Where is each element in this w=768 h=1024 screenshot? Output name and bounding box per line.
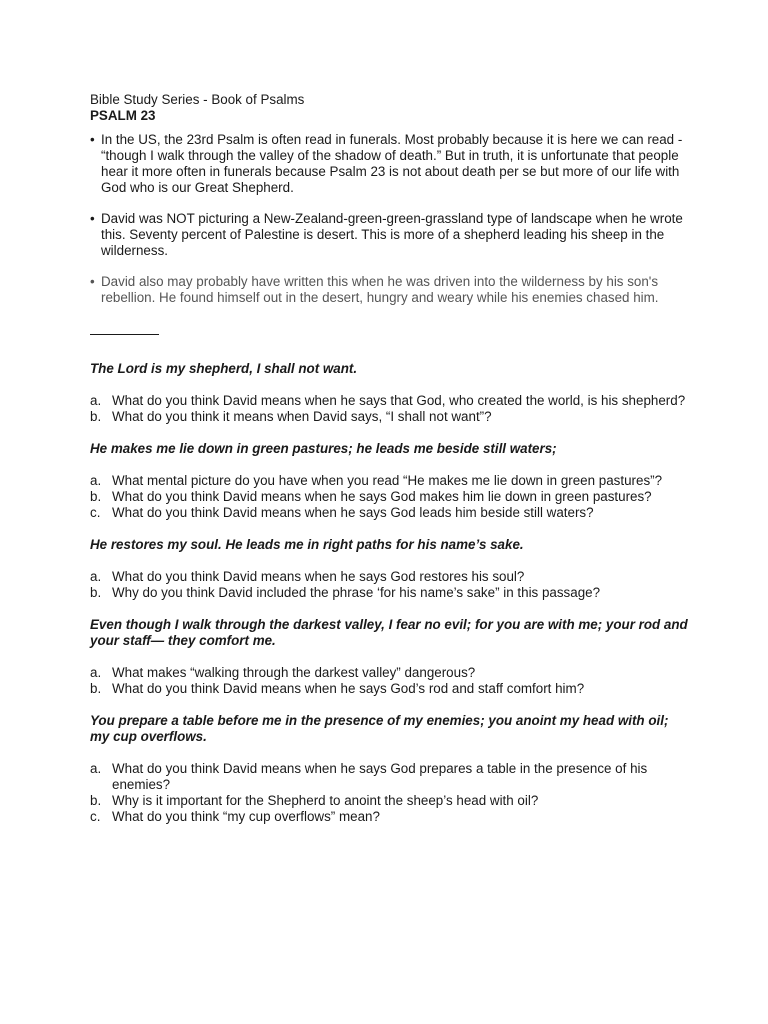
bullet-text: In the US, the 23rd Psalm is often read in funerals. Most probably because it is here we can read - “though I walk through the valley of the shadow of death.” But in truth, it is unfortunate that people hear it more often in funerals because Psalm 23 is not about death per se but more of our life with God who is our Great Shepherd. (101, 132, 683, 195)
question-marker: a. (90, 393, 102, 408)
intro-bullet (90, 132, 690, 196)
verse-section (90, 441, 690, 521)
question-item (90, 665, 690, 681)
page-title: PSALM 23 (90, 108, 156, 123)
document-page (90, 92, 690, 825)
question-list (90, 473, 690, 521)
question-item (90, 489, 690, 505)
question-text: What makes “walking through the darkest valley” dangerous? (112, 665, 476, 680)
question-item (90, 585, 690, 601)
verse-heading: You prepare a table before me in the presence of my enemies; you anoint my head with oil; my cup overflows. (90, 713, 669, 744)
question-marker: a. (90, 569, 102, 584)
question-text: What do you think David means when he says God’s rod and staff comfort him? (112, 681, 585, 696)
verse-heading: He restores my soul. He leads me in right paths for his name’s sake. (90, 537, 524, 552)
verse-section (90, 361, 690, 425)
question-text: What mental picture do you have when you read “He makes me lie down in green pastures”? (112, 473, 663, 488)
bullet-text: David was NOT picturing a New-Zealand-green-green-grassland type of landscape when he wrote this. Seventy percent of Palestine is desert. This is more of a shepherd leading his sheep in the wilderness. (101, 211, 683, 258)
question-list (90, 665, 690, 697)
bullet-text: David also may probably have written this when he was driven into the wilderness by his son's rebellion. He found himself out in the desert, hungry and weary while his enemies chased him. (101, 274, 659, 305)
verse-heading: Even though I walk through the darkest valley, I fear no evil; for you are with me; your rod and your staff— they comfort me. (90, 617, 688, 648)
question-item (90, 505, 690, 521)
question-text: What do you think David means when he says that God, who created the world, is his shepherd? (112, 393, 686, 408)
question-marker: b. (90, 489, 102, 504)
bullet-marker: • (90, 132, 95, 147)
question-list (90, 569, 690, 601)
bullet-marker: • (90, 211, 95, 226)
question-item (90, 473, 690, 489)
question-item (90, 393, 690, 409)
question-list (90, 761, 690, 825)
intro-bullet (90, 211, 690, 259)
question-item (90, 793, 690, 809)
verse-section (90, 713, 690, 825)
question-text: What do you think David means when he says God prepares a table in the presence of his enemies? (112, 761, 648, 792)
question-marker: a. (90, 473, 102, 488)
question-marker: a. (90, 761, 102, 776)
question-text: What do you think David means when he says God makes him lie down in green pastures? (112, 489, 652, 504)
verse-heading: The Lord is my shepherd, I shall not want. (90, 361, 358, 376)
verse-section (90, 617, 690, 697)
question-marker: c. (90, 505, 101, 520)
question-item (90, 569, 690, 585)
question-text: What do you think David means when he says God restores his soul? (112, 569, 525, 584)
intro-bullet-list (90, 132, 690, 306)
intro-bullet (90, 274, 690, 306)
series-heading: Bible Study Series - Book of Psalms (90, 92, 305, 107)
question-text: Why do you think David included the phrase ‘for his name’s sake” in this passage? (112, 585, 601, 600)
question-text: Why is it important for the Shepherd to anoint the sheep’s head with oil? (112, 793, 539, 808)
bullet-marker: • (90, 274, 95, 289)
question-text: What do you think it means when David says, “I shall not want”? (112, 409, 492, 424)
verse-section (90, 537, 690, 601)
question-text: What do you think “my cup overflows” mean? (112, 809, 380, 824)
question-marker: c. (90, 809, 101, 824)
question-marker: b. (90, 681, 102, 696)
question-marker: a. (90, 665, 102, 680)
question-item (90, 681, 690, 697)
question-item (90, 809, 690, 825)
question-item (90, 761, 690, 793)
question-marker: b. (90, 585, 102, 600)
divider-line (90, 334, 159, 335)
question-marker: b. (90, 793, 102, 808)
question-marker: b. (90, 409, 102, 424)
question-text: What do you think David means when he says God leads him beside still waters? (112, 505, 594, 520)
verse-heading: He makes me lie down in green pastures; he leads me beside still waters; (90, 441, 557, 456)
question-item (90, 409, 690, 425)
question-list (90, 393, 690, 425)
